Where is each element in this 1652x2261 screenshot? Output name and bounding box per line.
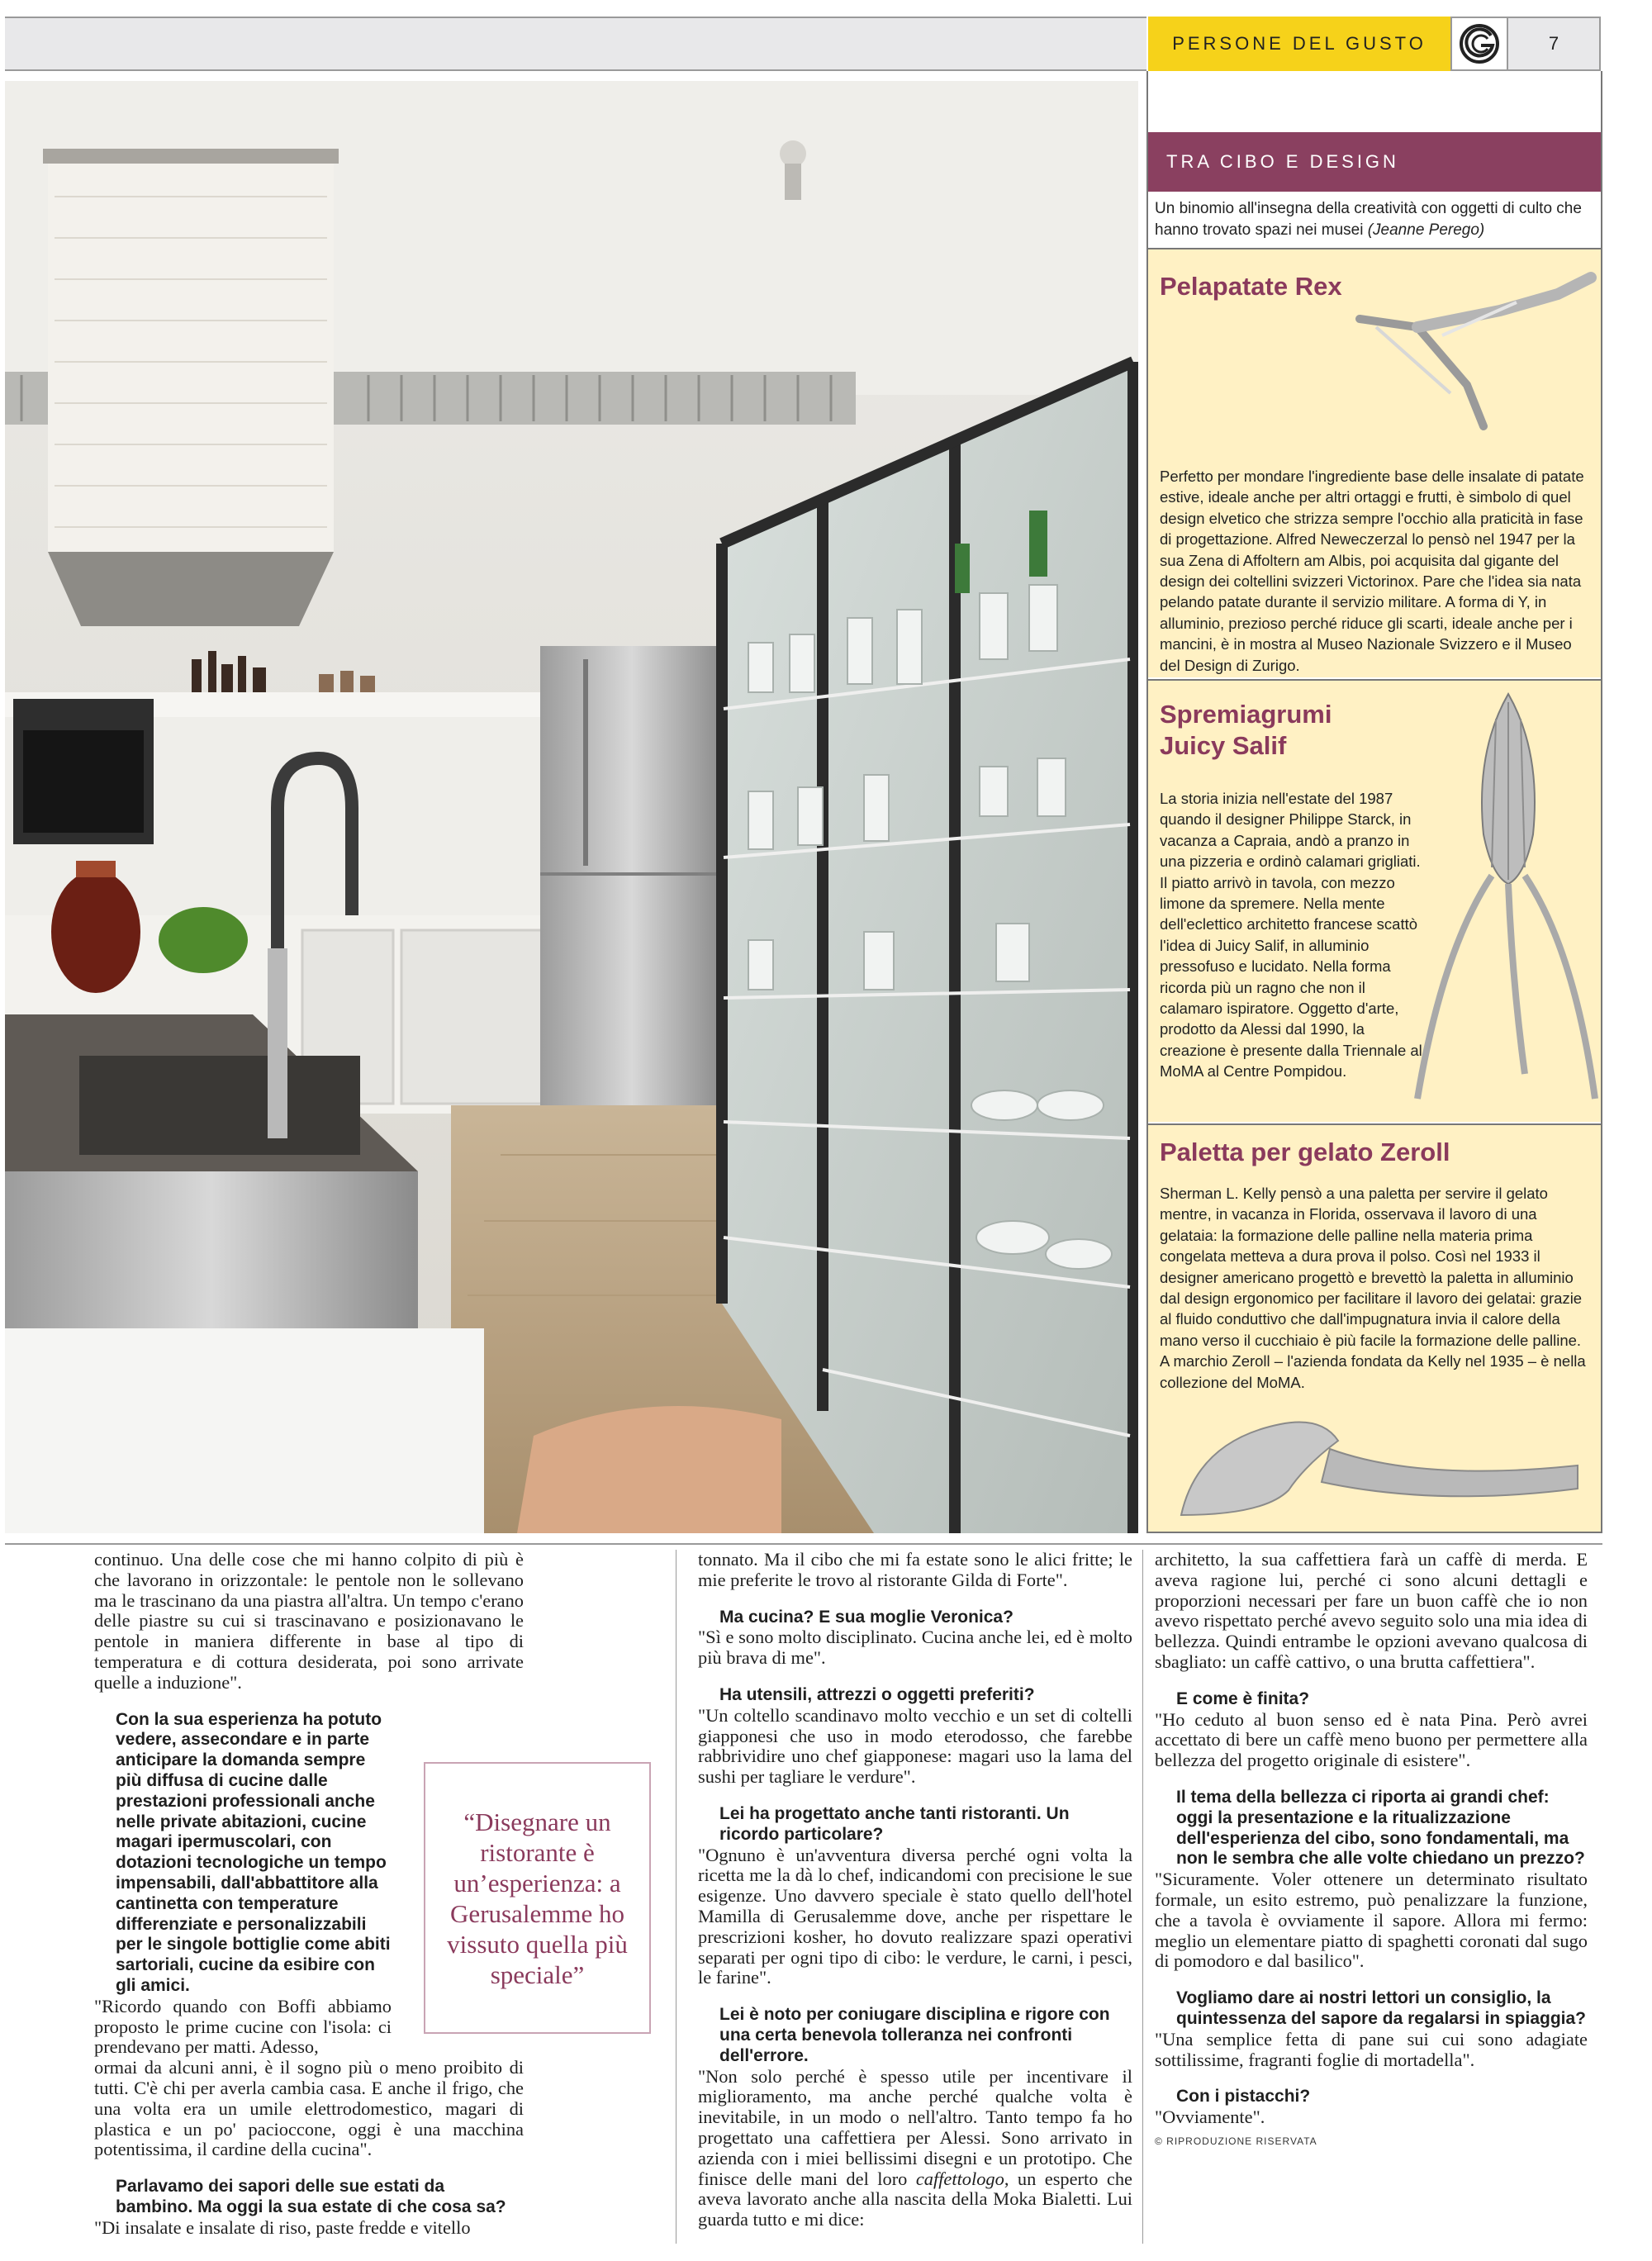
product-box-pelapatate xyxy=(1148,248,1601,677)
product-box-zeroll xyxy=(1148,1123,1601,1533)
juicer-icon xyxy=(1409,686,1599,1115)
article-column-3 xyxy=(1155,1550,1588,2152)
product-title: Spremiagrumi Juicy Salif xyxy=(1160,700,1332,760)
sidebar-intro-author: (Jeanne Perego) xyxy=(1367,221,1485,239)
paragraph: architetto, la sua caffettiera farà un caffè di merda. E aveva ragione lui, perché ci sono alcuni dettagli e proporzioni necessari per fare un buon caffè che io non avevo rispettato perché avevo seguito solo una mia idea di bellezza. Quindi entrambe le opzioni avevano qualcosa di sbagliato: un caffè cattivo, o una brutta caffettiera". xyxy=(1155,1549,1588,1672)
paragraph: "Di insalate e insalate di riso, paste fredde e vitello xyxy=(94,2216,471,2238)
paragraph-text: "Non solo perché è spesso utile per incentivare il miglioramento, ma anche perché qualche volta è inevitabile, in un modo o nell'altro. Tanto tempo fa ho progettato una caffettiera per Alessi. Sono arrivato in azienda con i miei bellissimi disegni e un prototipo. Che finisce delle mani del loro xyxy=(698,2065,1132,2189)
interview-question: E come è finita? xyxy=(1176,1689,1310,1708)
kitchen-photo xyxy=(5,81,1138,1533)
copyright-notice: © RIPRODUZIONE RISERVATA xyxy=(1155,2135,1317,2147)
interview-question: Lei ha progettato anche tanti ristoranti. Un ricordo particolare? xyxy=(719,1803,1070,1844)
italic-word: caffettologo xyxy=(915,2168,1004,2189)
interview-question: Lei è noto per coniugare disciplina e rigore con una certa benevola tolleranza nei confronti dell'errore. xyxy=(719,2005,1110,2065)
pull-quote: “Disegnare un ristorante è un’esperienza: a Gerusalemme ho vissuto quella più speciale” xyxy=(424,1762,651,2034)
interview-question: Ha utensili, attrezzi o oggetti preferiti? xyxy=(719,1684,1035,1704)
product-title: Pelapatate Rex xyxy=(1160,272,1342,301)
paragraph: ormai da alcuni anni, è il sogno più o meno proibito di tutti. C'è chi per averla cambia casa. E anche il frigo, che una volta era un umile elettrodomestico, magari di plastica e un po' pacioccone, oggi è una macchina potentissima, il cardine della cucina". xyxy=(94,2057,524,2160)
paragraph: "Ricordo quando con Boffi abbiamo proposto le prime cucine con l'isola: ci prendevano per matti. Adesso, xyxy=(94,1995,392,2058)
product-title: Paletta per gelato Zeroll xyxy=(1160,1138,1450,1166)
paragraph: continuo. Una delle cose che mi hanno colpito di più è che lavorano in orizzontale: le pentole non le sollevano ma le trascinano da una piastra all'altra. Un tempo c'erano delle piastre su cui si trascinavano e posizionavano le pentole in maniera differente in base al tipo di temperatura e di cottura desiderata, poi sono arrivate quelle a induzione". xyxy=(94,1549,524,1693)
column-divider xyxy=(1142,1550,1143,2244)
interview-question: Il tema della bellezza ci riporta ai grandi chef: oggi la presentazione e la ritualizzazione dell'esperienza del cibo, sono fondamentali, ma non le sembra che alle volte chiedano un prezzo? xyxy=(1176,1787,1585,1869)
paragraph: "Un coltello scandinavo molto vecchio e un set di coltelli giapponesi che uso in modo eterodosso, che farebbe rabbrividire uno chef giapponese: magari uso la lama del sushi per tagliare le verdure". xyxy=(698,1704,1132,1788)
interview-question: Con la sua esperienza ha potuto vedere, assecondare e in parte anticipare la domanda sempre più diffusa di cucine dalle prestazioni professionali anche nelle private abitazioni, cucine magari ipermuscolari, con dotazioni tecnologiche un tempo impensabili, dall'abbattitore alla cantinetta con temperature differenziate e personalizzabili per le singole bottiglie come abiti sartoriali, cucine da esibire con gli amici. xyxy=(116,1709,391,1995)
magazine-logo xyxy=(1450,17,1508,71)
paragraph: "Una semplice fetta di pane sui cui sono adagiate sottilissime, fragranti foglie di mortadella". xyxy=(1155,2028,1588,2070)
product-box-spremiagrumi xyxy=(1148,679,1601,1122)
product-text: La storia inizia nell'estate del 1987 quando il designer Philippe Starck, in vacanza a Capraia, andò a pranzo in una pizzeria e ordinò calamari grigliati. Il piatto arrivò in tavola, con mezzo limone da spremere. Nella mente dell'eclettico architetto francese scattò l'idea di Juicy Salif, in alluminio pressofuso e lucidato. Nella forma ricorda più un ragno che non il calamaro ispiratore. Oggetto d'arte, prodotto da Alessi dal 1990, la creazione è presente dalla Triennale al MoMA al Centre Pompidou. xyxy=(1160,790,1422,1081)
paragraph: "Ovviamente". xyxy=(1155,2107,1265,2128)
page-number: 7 xyxy=(1508,17,1601,71)
sidebar-title: TRA CIBO E DESIGN xyxy=(1148,132,1601,192)
interview-question: Parlavamo dei sapori delle sue estati da bambino. Ma oggi la sua estate di che cosa sa? xyxy=(116,2177,506,2216)
peeler-icon xyxy=(1343,261,1599,443)
sidebar-intro-text: Un binomio all'insegna della creatività con oggetti di culto che hanno trovato spazi nei musei xyxy=(1155,200,1582,239)
kitchen-illustration xyxy=(5,81,1138,1533)
sidebar-intro xyxy=(1155,198,1584,245)
paragraph: "Sicuramente. Voler ottenere un determinato risultato formale, un esito estremo, può penalizzare la funzione, che a tavola è ovviamente il sapore. Allora mi fermo: meglio un elementare piatto di spaghetti coronati dal sugo di pomodoro e dal basilico". xyxy=(1155,1869,1588,1972)
g-logo-icon xyxy=(1458,22,1501,65)
article-top-rule xyxy=(5,1543,1602,1545)
paragraph xyxy=(698,2067,1132,2230)
interview-question: Vogliamo dare ai nostri lettori un consiglio, la quintessenza del sapore da regalarsi in spiaggia? xyxy=(1176,1988,1586,2028)
article-column-2 xyxy=(698,1550,1132,2230)
header-bar xyxy=(5,17,1146,71)
paragraph: "Ognuno è un'avventura diversa perché ogni volta la ricetta me la dà lo chef, indicandomi con precisione le sue esigenze. Uno davvero speciale è stato quello dell'hotel Mamilla di Gerusalemme dove, anche per rispettare le prescrizioni kosher, ho dovuto realizzare spazi operativi separati per ogni tipo di cibo: le verdure, le carni, i pesci, le farine". xyxy=(698,1844,1132,1988)
paragraph: tonnato. Ma il cibo che mi fa estate sono le alici fritte; le mie preferite le trovo al ristorante Gilda di Forte". xyxy=(698,1549,1132,1590)
paragraph: "Sì e sono molto disciplinato. Cucina anche lei, ed è molto più brava di me". xyxy=(698,1627,1132,1669)
ice-cream-scoop-icon xyxy=(1173,1391,1586,1523)
product-text: Sherman L. Kelly pensò a una paletta per servire il gelato mentre, in vacanza in Florida, osservava il lavoro di una gelataia: la formazione delle palline nella materia prima congelata metteva a dura prova il polso. Così nel 1933 il designer americano progettò e brevettò la paletta in alluminio dal design ergonomico per facilitare il lavoro dei gelatai: grazie al fluido conduttivo che dall'impugnatura invia il calore della mano verso il cucchiaio è più facile la formazione delle palline. A marchio Zeroll – l'azienda fondata da Kelly nel 1935 – è nella collezione del MoMA. xyxy=(1160,1185,1586,1391)
interview-question: Con i pistacchi? xyxy=(1176,2087,1311,2107)
paragraph-text: , un esperto che aveva lavorato anche alla nascita della Moka Bialetti. Lui guarda tutto e mi dice: xyxy=(698,2168,1132,2230)
interview-question: Ma cucina? E sua moglie Veronica? xyxy=(719,1607,1014,1627)
paragraph: "Ho ceduto al buon senso ed è nata Pina. Però avrei accettato di bere un caffè meno buono per permettere alla bellezza del progetto originale di esistere". xyxy=(1155,1708,1588,1771)
section-label: PERSONE DEL GUSTO xyxy=(1148,17,1450,71)
product-text: Perfetto per mondare l'ingrediente base delle insalate di patate estive, ideale anche per altri ortaggi e frutti, è simbolo di quel design elvetico che strizza sempre l'occhio alla praticità in fase di progettazione. Alfred Neweczerzal lo pensò nel 1947 per la sua Zena di Affoltern am Albis, poi acquisita dal gigante del design dei coltellini svizzeri Victorinox. Pare che l'idea sia nata pelando patate durante il servizio militare. A forma di Y, in alluminio, prezioso perché riduce gli scarti, ideale anche per i mancini, è in mostra al Museo Nazionale Svizzero e il Museo del Design di Zurigo. xyxy=(1160,468,1584,674)
